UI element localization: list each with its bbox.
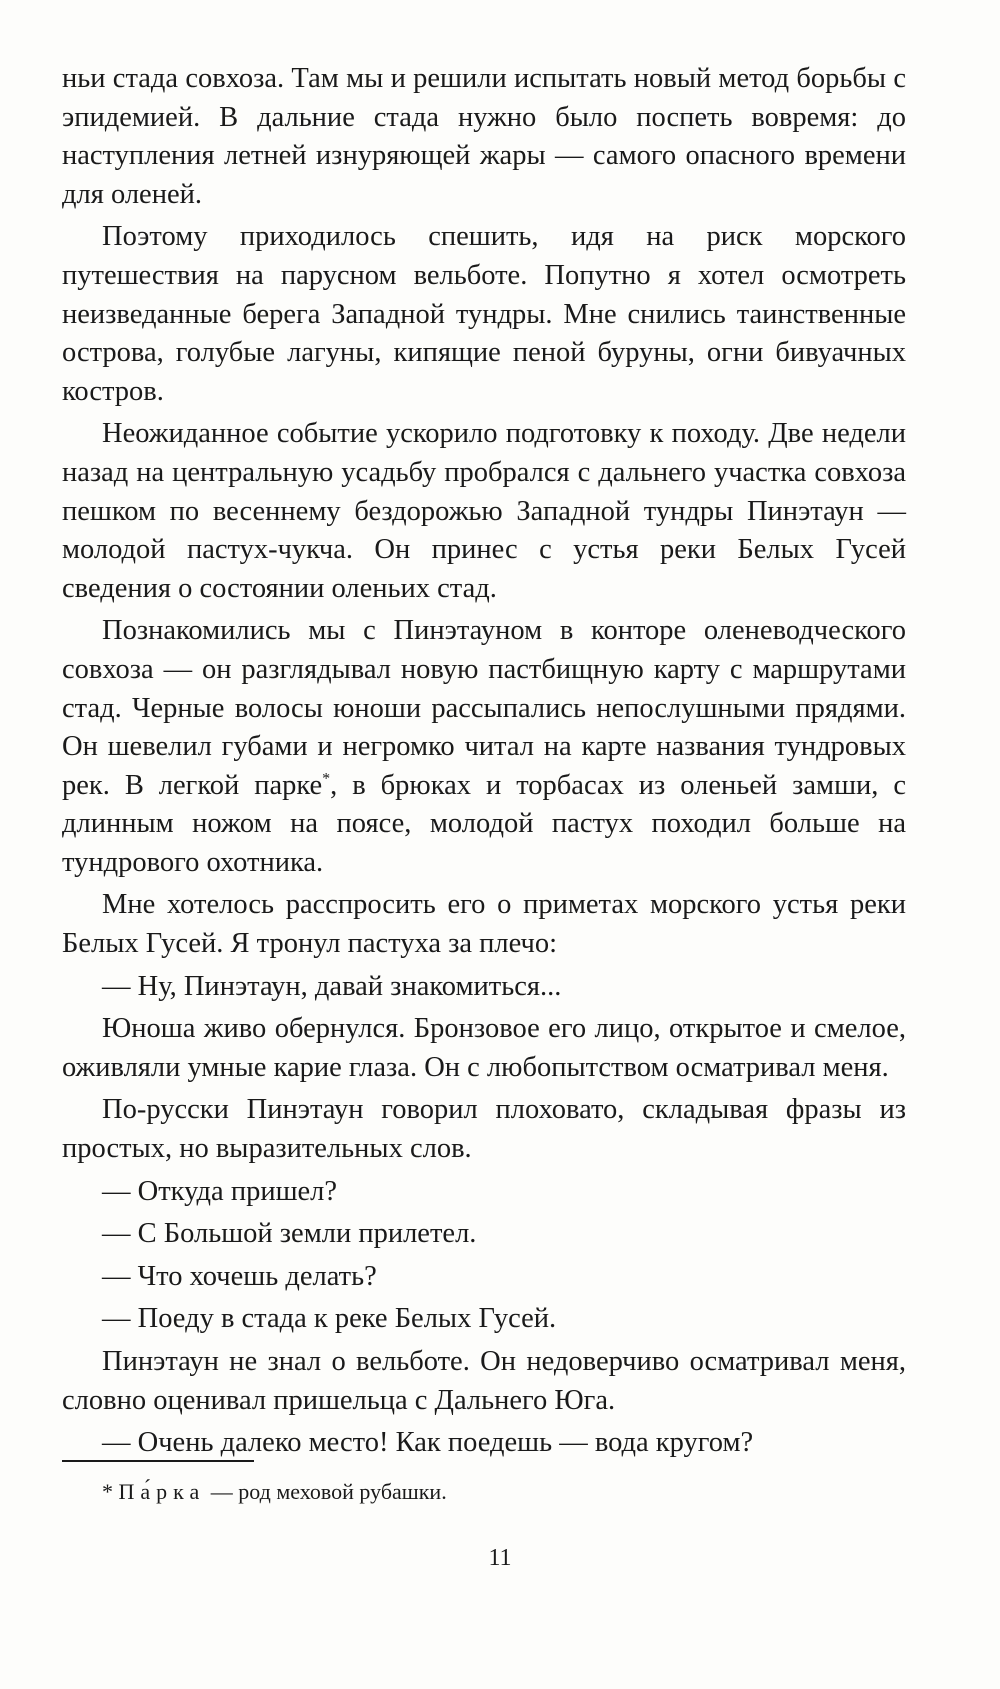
paragraph: Пинэтаун не знал о вельботе. Он недоверчиво осматривал меня, словно оценивал пришельца с Дальнего Юга. (62, 1346, 906, 1416)
footnote-mark: * (102, 1479, 113, 1504)
footnote-divider (62, 1460, 254, 1462)
paragraph: По-русски Пинэтаун говорил плоховато, складывая фразы из простых, но выразительных слов. (62, 1094, 906, 1165)
page-number: 11 (488, 1545, 512, 1571)
paragraph-text: Познакомились мы с Пинэтауном в конторе оленеводческого совхоза — он разглядывал новую пастбищную карту с маршрутами стад. Черные волосы юноши рассыпались непослушными прядями. Он шевелил губами и негромко читал на карте названия тундровых рек. В легкой парке (62, 615, 906, 801)
dialogue-line: — Очень далеко место! Как поедешь — вода кругом? (102, 1427, 754, 1459)
footnote-term: Па́рка (118, 1479, 206, 1504)
paragraph: Мне хотелось расспросить его о приметах морского устья реки Белых Гусей. Я тронул пастуха за плечо: (62, 889, 906, 960)
paragraph: Юноша живо обернулся. Бронзовое его лицо, открытое и смелое, оживляли умные карие глаза. Он с любопытством осматривал меня. (62, 1013, 906, 1083)
footnote-definition: — род меховой рубашки. (210, 1479, 447, 1504)
footnote (102, 1477, 447, 1507)
dialogue-line: — С Большой земли прилетел. (102, 1218, 477, 1250)
paragraph-text: , в брюках и торбасах из оленьей замши, с длинным ножом на поясе, молодой пастух походил больше на тундрового охотника. (62, 769, 907, 878)
paragraph: ньи стада совхоза. Там мы и решили испытать новый метод борьбы с эпидемией. В дальние стада нужно было поспеть вовремя: до наступления летней изнуряющей жары — самого опасного времени для оленей. (62, 63, 906, 210)
paragraph: Поэтому приходилось спешить, идя на риск морского путешествия на парусном вельботе. Попутно я хотел осмотреть неизведанные берега Западной тундры. Мне снились таинственные острова, голубые лагуны, кипящие пеной буруны, огни бивуачных костров. (62, 221, 906, 407)
paragraph (62, 612, 906, 882)
dialogue-line: — Что хочешь делать? (102, 1260, 377, 1292)
dialogue-line: — Ну, Пинэтаун, давай знакомиться... (102, 970, 562, 1002)
dialogue-line: — Поеду в стада к реке Белых Гусей. (102, 1303, 557, 1335)
paragraph: Неожиданное событие ускорило подготовку к походу. Две недели назад на центральную усадьбу пробрался с дальнего участка совхоза пешком по весеннему бездорожью Западной тундры Пинэтаун — молодой пастух-чукча. Он принес с устья реки Белых Гусей сведения о состоянии оленьих стад. (62, 418, 906, 604)
dialogue-line: — Откуда пришел? (102, 1175, 338, 1207)
footnote-marker: * (322, 770, 331, 788)
main-text (62, 60, 906, 1463)
page-body (62, 60, 906, 1467)
